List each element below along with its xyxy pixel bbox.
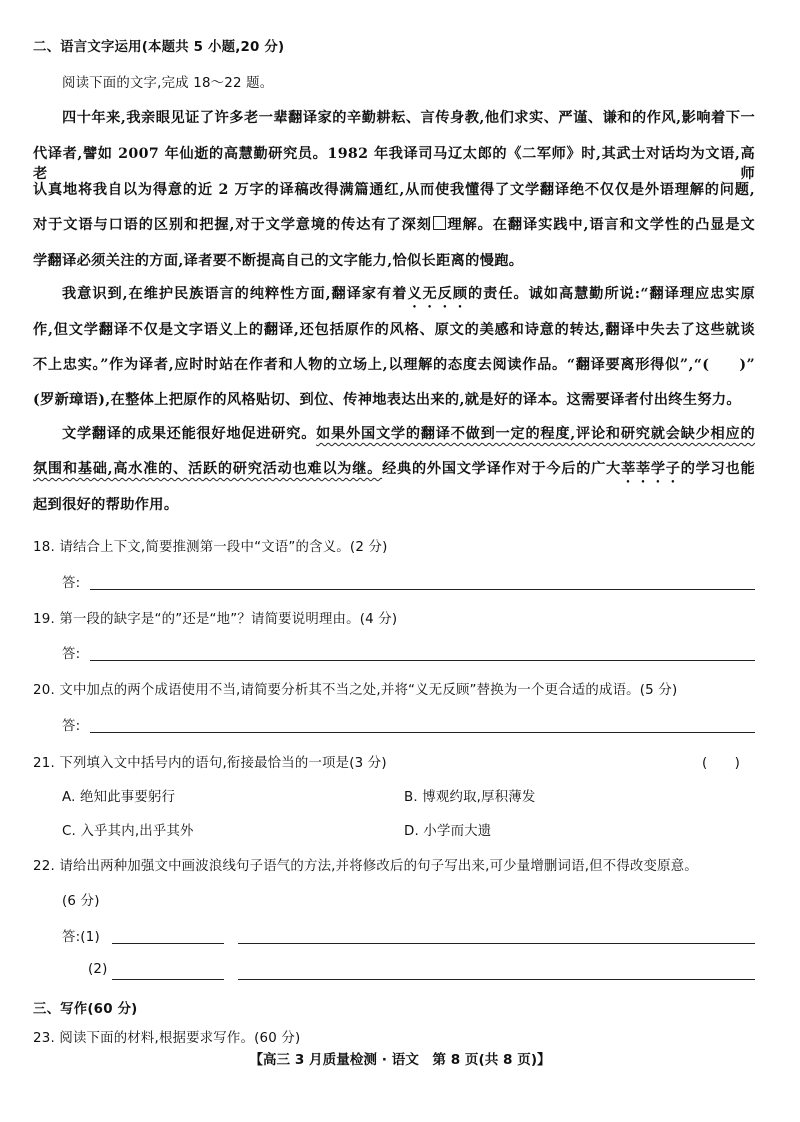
q22-answer-2-long-line[interactable]: [238, 979, 755, 980]
q22-answer-label-2: (2): [88, 962, 108, 977]
q21-option-a[interactable]: A. 绝知此事要躬行: [62, 790, 176, 805]
passage-p3-line3: 起到很好的帮助作用。: [33, 497, 179, 513]
section2-heading: 二、语言文字运用(本题共 5 小题,20 分): [33, 40, 285, 55]
passage-p1-line1: 四十年来,我亲眼见证了许多老一辈翻译家的辛勤耕耘、言传身教,他们求实、严谨、谦和的作风,影响着下一: [62, 110, 755, 126]
wavy-sentence-part1: 如果外国文学的翻译不做到一定的程度,评论和研究就会缺少相应的: [316, 426, 755, 442]
q18-answer-label: 答:: [62, 576, 81, 591]
passage-p3-line2: [33, 458, 755, 486]
passage-p1-line4-b: 理解。在翻译实践中,语言和文学性的凸显是文: [446, 217, 755, 233]
q22-answer-label-1: 答:(1): [62, 930, 100, 945]
passage-p1-line2: 代译者,譬如 2007 年仙逝的高慧勤研究员。1982 年我译司马辽太郎的《二军师》时,其武士对话均为文语,高老师: [33, 146, 755, 182]
q19-answer-label: 答:: [62, 647, 81, 662]
passage-p1-line4-a: 对于文语与口语的区别和把握,对于文学意境的传达有了深刻: [33, 217, 432, 233]
missing-char-box: [433, 216, 446, 230]
passage-p3-line2-c: 的学习也能: [680, 461, 755, 477]
passage-p3-line1: [62, 423, 755, 443]
section2-instruction: 阅读下面的文字,完成 18～22 题。: [62, 76, 274, 91]
q19-answer-line[interactable]: [90, 660, 755, 661]
passage-p2-line1: [62, 283, 755, 311]
question-23: 23. 阅读下面的材料,根据要求写作。(60 分): [33, 1031, 301, 1046]
q20-answer-label: 答:: [62, 719, 81, 734]
passage-p2-line4: (罗新璋语),在整体上把原作的风格贴切、到位、传神地表达出来的,就是好的译本。这需要译者付出终生努力。: [33, 392, 741, 408]
q22-answer-1-short-line[interactable]: [112, 943, 224, 944]
question-22: 22. 请给出两种加强文中画波浪线句子语气的方法,并将修改后的句子写出来,可少量增删词语,但不得改变原意。: [33, 859, 698, 874]
q20-answer-line[interactable]: [90, 732, 755, 733]
passage-p1-line4: [33, 214, 755, 234]
section3-heading: 三、写作(60 分): [33, 1002, 138, 1017]
question-21: 21. 下列填入文中括号内的语句,衔接最恰当的一项是(3 分): [33, 756, 387, 771]
q21-option-c[interactable]: C. 入乎其内,出乎其外: [62, 824, 194, 839]
q21-option-b[interactable]: B. 博观约取,厚积薄发: [404, 790, 536, 805]
passage-p3-line1-a: 文学翻译的成果还能很好地促进研究。: [62, 426, 317, 442]
question-20: 20. 文中加点的两个成语使用不当,请简要分析其不当之处,并将“义无反顾”替换为一个更合适的成语。(5 分): [33, 683, 678, 698]
passage-p3-line2-b: 经典的外国文学译作对于今后的广大: [382, 461, 621, 477]
q22-answer-1-long-line[interactable]: [238, 943, 755, 944]
q21-answer-paren[interactable]: ( ): [702, 756, 741, 771]
question-19: 19. 第一段的缺字是“的”还是“地”？请简要说明理由。(4 分): [33, 612, 398, 627]
passage-p1-line3: 认真地将我自以为得意的近 2 万字的译稿改得满篇通红,从而使我懂得了文学翻译绝不仅仅是外语理解的问题,: [33, 182, 755, 198]
dotted-idiom-2: 莘莘学子: [621, 461, 681, 477]
passage-p2-line2: 作,但文学翻译不仅是文字语义上的翻译,还包括原作的风格、原文的美感和诗意的转达,翻译中失去了这些就谈: [33, 322, 755, 338]
passage-p2-line1-a: 我意识到,在维护民族语言的纯粹性方面,翻译家有着: [62, 286, 408, 302]
question-18: 18. 请结合上下文,简要推测第一段中“文语”的含义。(2 分): [33, 540, 388, 555]
dotted-idiom-1: 义无反顾: [407, 286, 469, 302]
q21-option-d[interactable]: D. 小学而大遗: [404, 824, 492, 839]
wavy-sentence-part2: 氛围和基础,高水准的、活跃的研究活动也难以为继。: [33, 461, 383, 477]
passage-p2-line1-b: 的责任。诚如高慧勤所说:“翻译理应忠实原: [468, 286, 756, 302]
passage-p2-line3: 不上忠实。”作为译者,应时时站在作者和人物的立场上,以理解的态度去阅读作品。“翻译要离形得似”,“( )”: [33, 357, 755, 373]
q22-score: (6 分): [62, 894, 100, 909]
passage-p1-line5: 学翻译必须关注的方面,译者要不断提高自己的文字能力,恰似长距离的慢跑。: [33, 253, 524, 269]
q22-answer-2-short-line[interactable]: [112, 979, 224, 980]
page-footer: 【高三 3 月质量检测 · 语文 第 8 页(共 8 页)】: [249, 1052, 551, 1068]
q18-answer-line[interactable]: [90, 589, 755, 590]
